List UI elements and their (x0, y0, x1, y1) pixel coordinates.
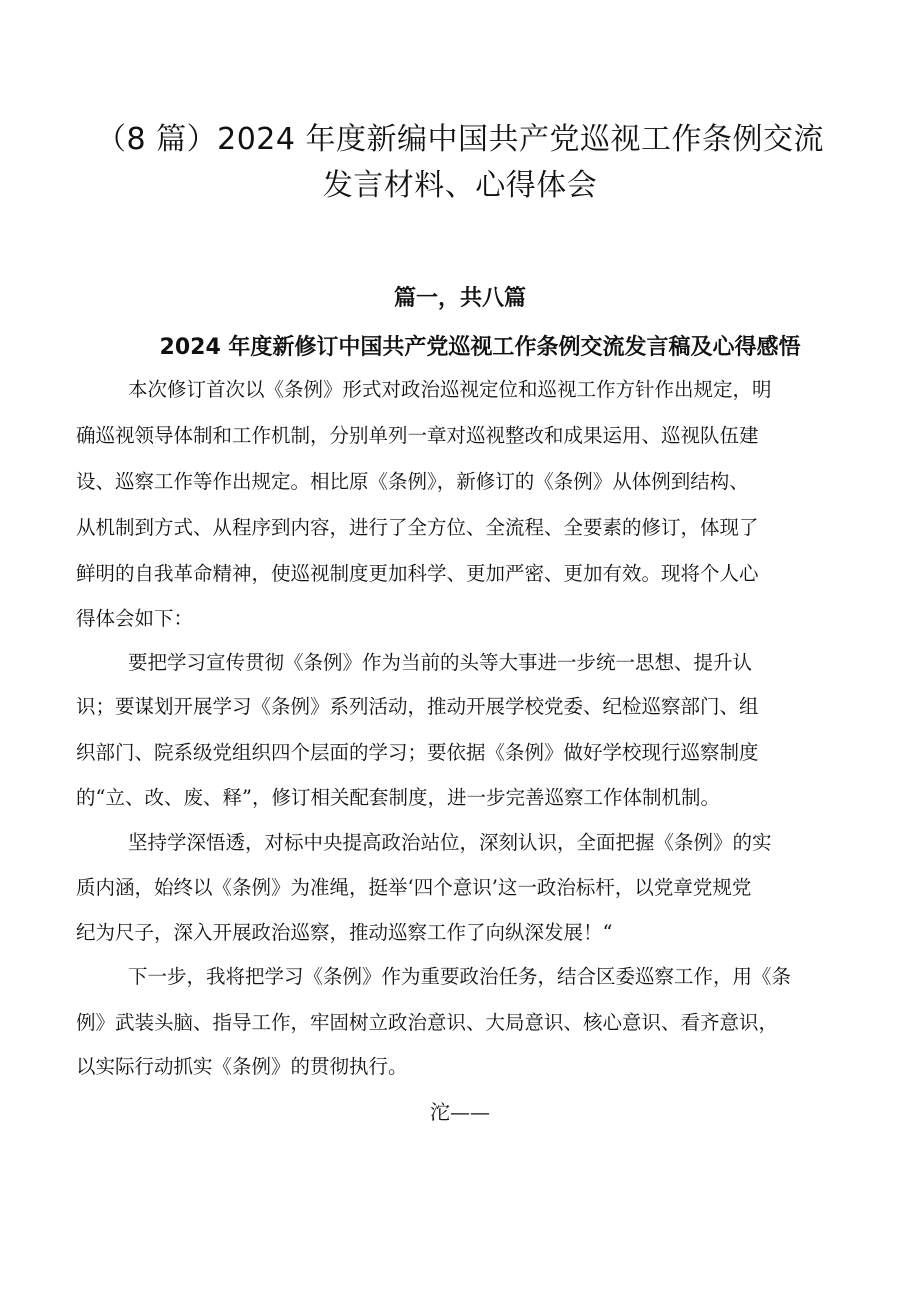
paragraph-line: 织部门、院系级党组织四个层面的学习；要依据《条例》做好学校现行巡察制度 (76, 741, 759, 764)
paragraph-line: 从机制到方式、从程序到内容，进行了全方位、全流程、全要素的修订，体现了 (76, 516, 759, 539)
paragraph-line: 鲜明的自我革命精神，使巡视制度更加科学、更加严密、更加有效。现将个人心 (76, 562, 759, 585)
paragraph-line: 纪为尺子，深入开展政治巡察，推动巡察工作了向纵深发展！“ (76, 921, 613, 944)
section-label: 篇一，共八篇 (393, 286, 526, 311)
paragraph-line: 要把学习宣传贯彻《条例》作为当前的头等大事进一步统一思想、提升认 (128, 651, 753, 674)
paragraph-line: 的“立、改、废、释”，修订相关配套制度，进一步完善巡察工作体制机制。 (76, 786, 720, 809)
paragraph-line: 设、巡察工作等作出规定。相比原《条例》，新修订的《条例》从体例到结构、 (76, 470, 749, 493)
paragraph-line: 得体会如下： (76, 607, 194, 630)
paragraph-line: 下一步，我将把学习《条例》作为重要政治任务，结合区委巡察工作，用《条 (128, 965, 792, 988)
paragraph-line: 识；要谋划开展学习《条例》系列活动，推动开展学校党委、纪检巡察部门、组 (76, 695, 759, 718)
paragraph-line: 以实际行动抓实《条例》的贯彻执行。 (76, 1055, 408, 1078)
section-title: 2024 年度新修订中国共产党巡视工作条例交流发言稿及心得感悟 (159, 335, 801, 360)
paragraph-line: 本次修订首次以《条例》形式对政治巡视定位和巡视工作方针作出规定，明 (128, 378, 772, 401)
document-title-line-1: （8 篇）2024 年度新编中国共产党巡视工作条例交流 (95, 122, 824, 157)
paragraph-line: 确巡视领导体制和工作机制，分别单列一章对巡视整改和成果运用、巡视队伍建 (76, 424, 759, 447)
paragraph-line: 坚持学深悟透，对标中央提高政治站位，深刻认识，全面把握《条例》的实 (128, 831, 772, 854)
document-title-line-2: 发言材料、心得体会 (322, 168, 598, 203)
paragraph-line: 例》武装头脑、指导工作，牢固树立政治意识、大局意识、核心意识、看齐意识， (76, 1011, 779, 1034)
signoff: 沱—— (430, 1100, 490, 1124)
paragraph-line: 质内涵，始终以《条例》为准绳，挺举‘四个意识’这一政治标杆，以党章党规党 (76, 876, 752, 899)
